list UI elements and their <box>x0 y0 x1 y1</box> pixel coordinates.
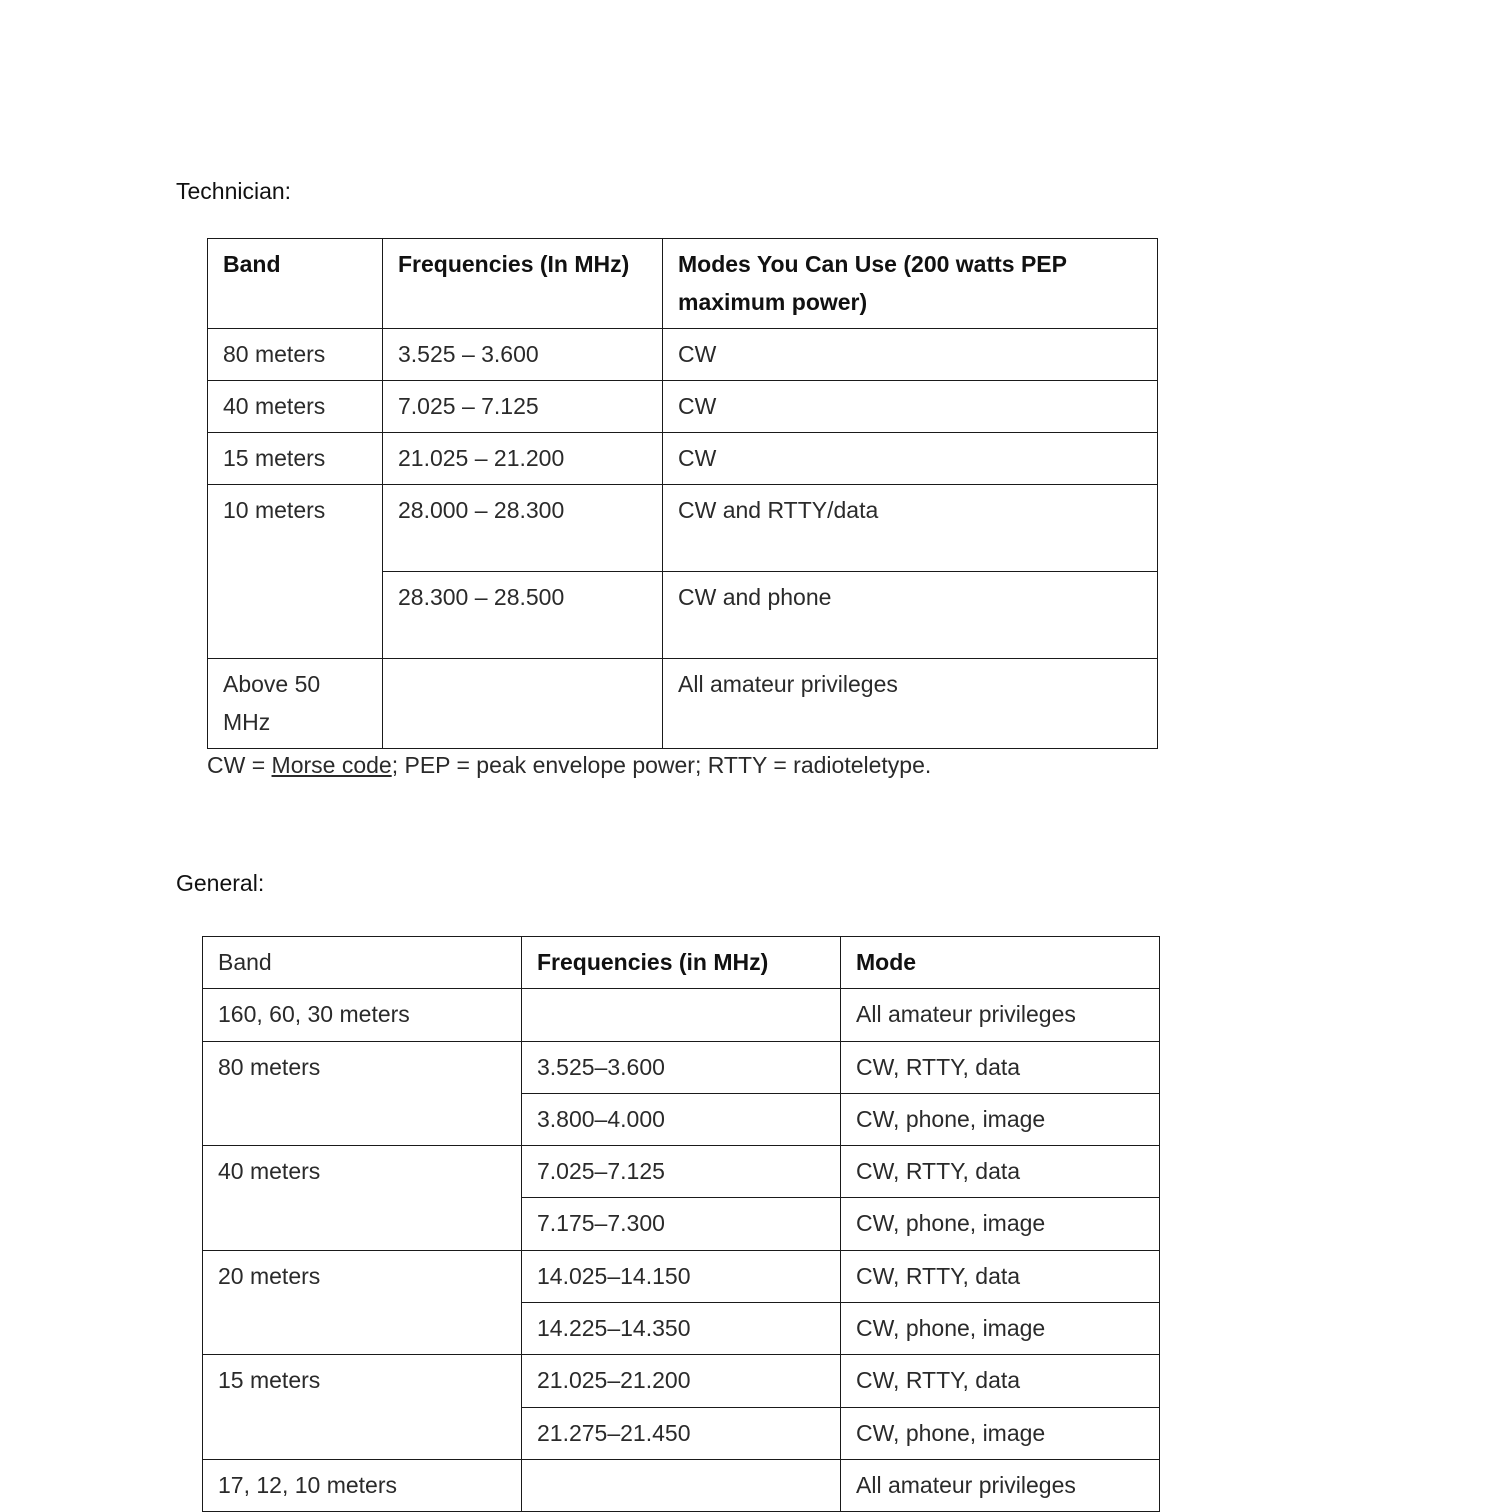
band-cell: 40 meters <box>208 381 383 433</box>
mode-cell: CW, RTTY, data <box>841 1250 1160 1302</box>
band-cell: 80 meters <box>203 1041 522 1146</box>
footnote-suffix: ; PEP = peak envelope power; RTTY = radioteletype. <box>391 752 932 778</box>
frequency-cell: 14.225–14.350 <box>522 1303 841 1355</box>
header-frequencies: Frequencies (In MHz) <box>383 239 663 329</box>
mode-cell: CW, RTTY, data <box>841 1355 1160 1407</box>
table-header-row <box>208 239 1158 329</box>
header-mode: Mode <box>841 937 1160 989</box>
table-row <box>203 989 1160 1041</box>
band-cell: 15 meters <box>208 433 383 485</box>
mode-cell: CW <box>663 329 1158 381</box>
frequency-cell: 21.025 – 21.200 <box>383 433 663 485</box>
mode-cell: CW, phone, image <box>841 1093 1160 1145</box>
mode-cell: CW and RTTY/data <box>663 485 1158 572</box>
frequency-cell: 7.025 – 7.125 <box>383 381 663 433</box>
band-cell: 160, 60, 30 meters <box>203 989 522 1041</box>
frequency-cell: 21.025–21.200 <box>522 1355 841 1407</box>
mode-cell: CW <box>663 381 1158 433</box>
frequency-cell: 7.025–7.125 <box>522 1146 841 1198</box>
band-cell: 17, 12, 10 meters <box>203 1459 522 1511</box>
table-row <box>203 1459 1160 1511</box>
band-cell: Above 50 MHz <box>208 659 383 749</box>
frequency-cell: 21.275–21.450 <box>522 1407 841 1459</box>
mode-cell: CW, RTTY, data <box>841 1041 1160 1093</box>
general-heading: General: <box>176 870 265 896</box>
frequency-cell <box>522 989 841 1041</box>
mode-cell: CW <box>663 433 1158 485</box>
frequency-cell: 7.175–7.300 <box>522 1198 841 1250</box>
mode-cell: CW, phone, image <box>841 1407 1160 1459</box>
header-band: Band <box>208 239 383 329</box>
mode-cell: CW and phone <box>663 572 1158 659</box>
band-cell: 15 meters <box>203 1355 522 1460</box>
footnote-prefix: CW = <box>207 752 272 778</box>
frequency-cell: 3.525–3.600 <box>522 1041 841 1093</box>
technician-privileges-table <box>207 238 1158 749</box>
band-cell: 80 meters <box>208 329 383 381</box>
header-modes: Modes You Can Use (200 watts PEP maximum power) <box>663 239 1158 329</box>
technician-heading: Technician: <box>176 178 292 204</box>
mode-cell: All amateur privileges <box>841 989 1160 1041</box>
header-frequencies: Frequencies (in MHz) <box>522 937 841 989</box>
mode-cell: CW, phone, image <box>841 1198 1160 1250</box>
band-cell: 10 meters <box>208 485 383 659</box>
table-row <box>208 485 1158 572</box>
table-row <box>203 1146 1160 1198</box>
table-row <box>203 1355 1160 1407</box>
table-header-row <box>203 937 1160 989</box>
header-band: Band <box>203 937 522 989</box>
frequency-cell: 28.000 – 28.300 <box>383 485 663 572</box>
table-row <box>208 433 1158 485</box>
frequency-cell <box>383 659 663 749</box>
frequency-cell: 3.800–4.000 <box>522 1093 841 1145</box>
morse-code-link[interactable]: Morse code <box>271 752 392 778</box>
mode-cell: CW, phone, image <box>841 1303 1160 1355</box>
table-row <box>208 659 1158 749</box>
technician-footnote <box>207 752 931 779</box>
general-privileges-table <box>202 936 1160 1512</box>
frequency-cell <box>522 1459 841 1511</box>
frequency-cell: 3.525 – 3.600 <box>383 329 663 381</box>
frequency-cell: 14.025–14.150 <box>522 1250 841 1302</box>
table-row <box>208 381 1158 433</box>
frequency-cell: 28.300 – 28.500 <box>383 572 663 659</box>
band-cell: 20 meters <box>203 1250 522 1355</box>
band-cell: 40 meters <box>203 1146 522 1251</box>
mode-cell: All amateur privileges <box>663 659 1158 749</box>
mode-cell: CW, RTTY, data <box>841 1146 1160 1198</box>
table-row <box>203 1250 1160 1302</box>
table-row <box>203 1041 1160 1093</box>
table-row <box>208 329 1158 381</box>
mode-cell: All amateur privileges <box>841 1459 1160 1511</box>
